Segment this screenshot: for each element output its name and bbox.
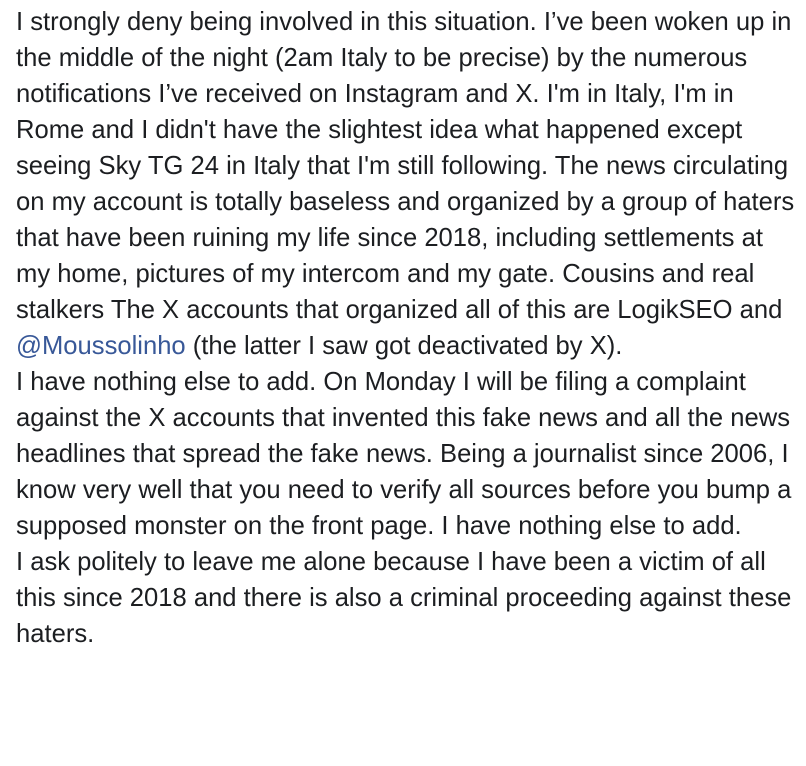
- post-paragraph-1: [16, 4, 796, 364]
- post-paragraph-1-text: I strongly deny being involved in this situation. I’ve been woken up in the middle of the night (2am Italy to be precise) by the numerous notifications I’ve received on Instagram and X. I'm in Italy, I'm in Rome and I didn't have the slightest idea what happened except seeing Sky TG 24 in Italy that I'm still following. The news circulating on my account is totally baseless and organized by a group of haters that have been ruining my life since 2018, including settlements at my home, pictures of my intercom and my gate. Cousins and real stalkers The X accounts that organized all of this are LogikSEO and: [16, 8, 795, 324]
- post-paragraph-1-tail: (the latter I saw got deactivated by X).: [185, 332, 623, 360]
- post-body: [16, 4, 796, 652]
- mention-link[interactable]: @Moussolinho: [16, 332, 186, 360]
- post-paragraph-2: I have nothing else to add. On Monday I will be filing a complaint against the X accounts that invented this fake news and all the news headlines that spread the fake news. Being a journalist since 2006, I know very well that you need to verify all sources before you bump a supposed monster on the front page. I have nothing else to add.: [16, 368, 792, 540]
- post-paragraph-3: I ask politely to leave me alone because I have been a victim of all this since 2018 and there is also a criminal proceeding against these haters.: [16, 548, 792, 648]
